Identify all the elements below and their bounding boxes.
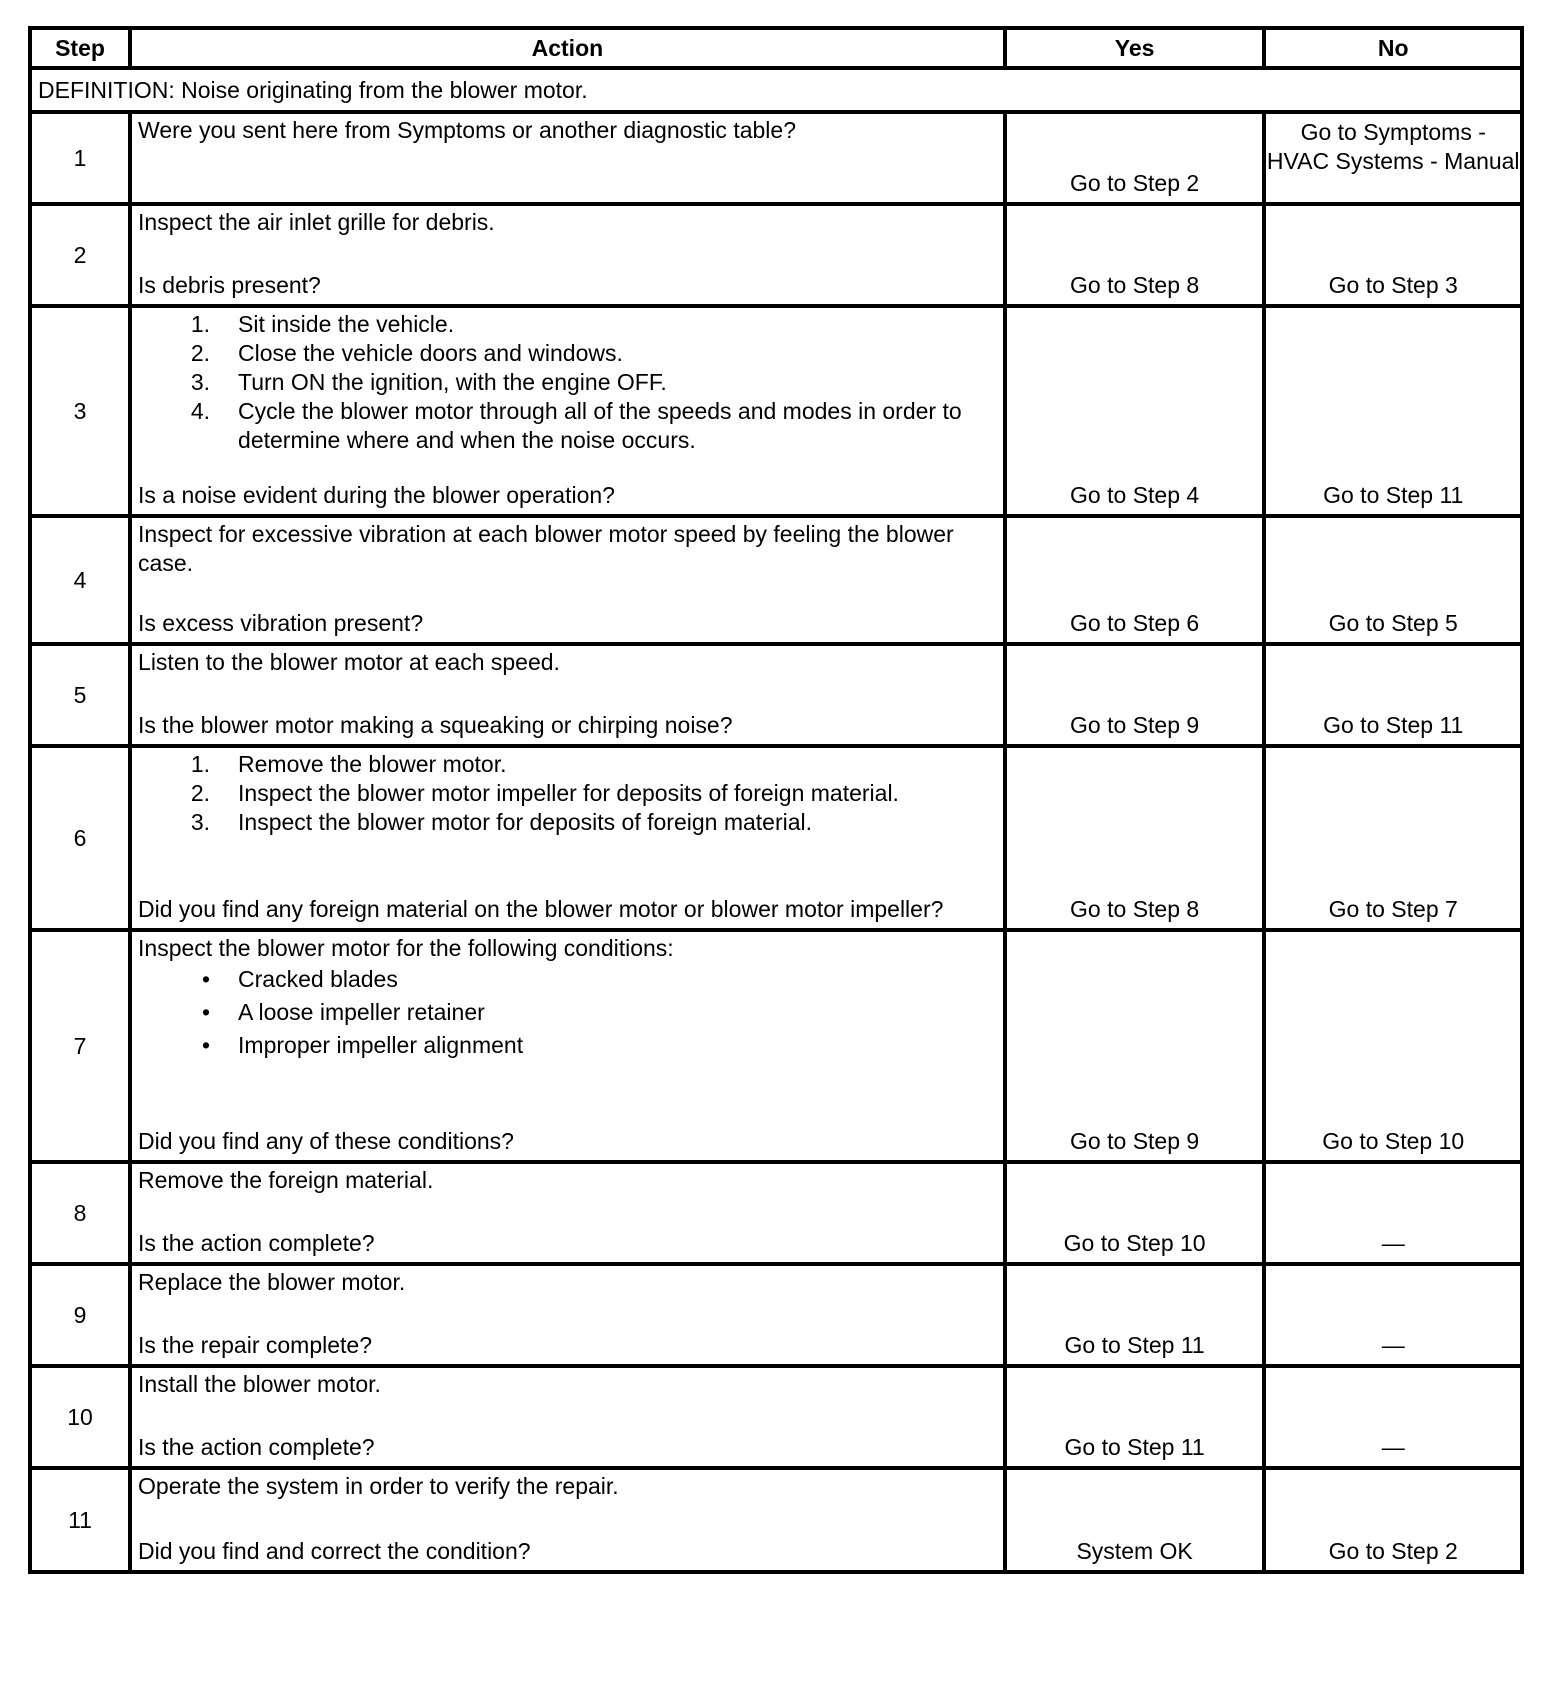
table-row <box>30 306 1522 516</box>
action-instruction: Listen to the blower motor at each speed. <box>138 649 560 675</box>
yes-cell: Go to Step 9 <box>1005 644 1265 746</box>
yes-cell: Go to Step 4 <box>1005 306 1265 516</box>
action-question: Is the repair complete? <box>138 1332 372 1358</box>
definition-row <box>30 68 1522 112</box>
no-cell: Go to Step 11 <box>1264 306 1522 516</box>
header-row <box>30 28 1522 68</box>
yes-cell: Go to Step 8 <box>1005 746 1265 930</box>
yes-cell: Go to Step 2 <box>1005 112 1265 204</box>
header-step: Step <box>30 28 130 68</box>
action-instruction: Operate the system in order to verify the repair. <box>138 1473 619 1499</box>
table-row <box>30 1162 1522 1264</box>
step-number: 1 <box>30 112 130 204</box>
yes-cell: System OK <box>1005 1468 1265 1572</box>
action-instruction: Replace the blower motor. <box>138 1269 406 1295</box>
action-instruction: Remove the foreign material. <box>138 1167 434 1193</box>
action-cell <box>130 930 1005 1162</box>
table-row <box>30 930 1522 1162</box>
step-number: 8 <box>30 1162 130 1264</box>
table-row <box>30 516 1522 644</box>
list-item: 3. Turn ON the ignition, with the engine OFF. <box>190 369 667 395</box>
no-cell: Go to Step 10 <box>1264 930 1522 1162</box>
no-cell: Go to Step 7 <box>1264 746 1522 930</box>
list-item: 1. Remove the blower motor. <box>190 751 507 777</box>
definition-text: DEFINITION: Noise originating from the blower motor. <box>30 68 1522 112</box>
action-cell <box>130 516 1005 644</box>
no-cell: — <box>1264 1264 1522 1366</box>
action-cell <box>130 204 1005 306</box>
table-row <box>30 112 1522 204</box>
action-question: Did you find and correct the condition? <box>138 1538 531 1564</box>
list-item: • Improper impeller alignment <box>201 1032 524 1058</box>
condition-list <box>138 963 997 1062</box>
action-cell <box>130 1264 1005 1366</box>
procedure-list <box>138 310 997 455</box>
step-number: 7 <box>30 930 130 1162</box>
step-number: 2 <box>30 204 130 306</box>
yes-cell: Go to Step 9 <box>1005 930 1265 1162</box>
no-cell: — <box>1264 1366 1522 1468</box>
action-question: Is debris present? <box>138 272 321 298</box>
list-item: 2. Close the vehicle doors and windows. <box>190 340 623 366</box>
table-row <box>30 644 1522 746</box>
yes-cell: Go to Step 11 <box>1005 1264 1265 1366</box>
yes-cell: Go to Step 6 <box>1005 516 1265 644</box>
list-item: 3. Inspect the blower motor for deposits of foreign material. <box>190 809 813 835</box>
action-cell <box>130 1366 1005 1468</box>
step-number: 9 <box>30 1264 130 1366</box>
step-number: 4 <box>30 516 130 644</box>
procedure-list <box>138 750 997 837</box>
step-number: 11 <box>30 1468 130 1572</box>
action-cell <box>130 112 1005 204</box>
action-cell <box>130 306 1005 516</box>
yes-cell: Go to Step 10 <box>1005 1162 1265 1264</box>
header-yes: Yes <box>1005 28 1265 68</box>
action-question: Were you sent here from Symptoms or another diagnostic table? <box>138 117 796 143</box>
yes-cell: Go to Step 8 <box>1005 204 1265 306</box>
action-instruction: Inspect the blower motor for the following conditions: <box>138 935 674 961</box>
header-action: Action <box>130 28 1005 68</box>
table-row <box>30 1468 1522 1572</box>
action-question: Is the action complete? <box>138 1230 375 1256</box>
no-cell: Go to Step 3 <box>1264 204 1522 306</box>
no-cell: Go to Step 5 <box>1264 516 1522 644</box>
diagnostic-table <box>28 26 1524 1574</box>
action-cell <box>130 746 1005 930</box>
no-cell: — <box>1264 1162 1522 1264</box>
action-instruction: Install the blower motor. <box>138 1371 381 1397</box>
list-item: • Cracked blades <box>201 966 398 992</box>
step-number: 5 <box>30 644 130 746</box>
list-item: 4. Cycle the blower motor through all of the speeds and modes in order to determine where and when the noise occurs. <box>190 398 962 453</box>
action-question: Is excess vibration present? <box>138 610 424 636</box>
header-no: No <box>1264 28 1522 68</box>
action-instruction: Inspect for excessive vibration at each blower motor speed by feeling the blower case. <box>138 521 954 576</box>
no-cell: Go to Symptoms - HVAC Systems - Manual <box>1264 112 1522 204</box>
table-row <box>30 1264 1522 1366</box>
step-number: 10 <box>30 1366 130 1468</box>
yes-cell: Go to Step 11 <box>1005 1366 1265 1468</box>
table-row <box>30 1366 1522 1468</box>
table-row <box>30 746 1522 930</box>
action-instruction: Inspect the air inlet grille for debris. <box>138 209 495 235</box>
list-item: 2. Inspect the blower motor impeller for deposits of foreign material. <box>190 780 899 806</box>
step-number: 3 <box>30 306 130 516</box>
action-question: Is a noise evident during the blower operation? <box>138 482 615 508</box>
action-cell <box>130 644 1005 746</box>
action-question: Is the blower motor making a squeaking or chirping noise? <box>138 712 733 738</box>
table-row <box>30 204 1522 306</box>
action-question: Is the action complete? <box>138 1434 375 1460</box>
step-number: 6 <box>30 746 130 930</box>
no-cell: Go to Step 2 <box>1264 1468 1522 1572</box>
action-question: Did you find any of these conditions? <box>138 1128 514 1154</box>
action-cell <box>130 1468 1005 1572</box>
list-item: 1. Sit inside the vehicle. <box>190 311 455 337</box>
action-cell <box>130 1162 1005 1264</box>
action-question: Did you find any foreign material on the blower motor or blower motor impeller? <box>138 896 944 922</box>
list-item: • A loose impeller retainer <box>201 999 485 1025</box>
no-cell: Go to Step 11 <box>1264 644 1522 746</box>
